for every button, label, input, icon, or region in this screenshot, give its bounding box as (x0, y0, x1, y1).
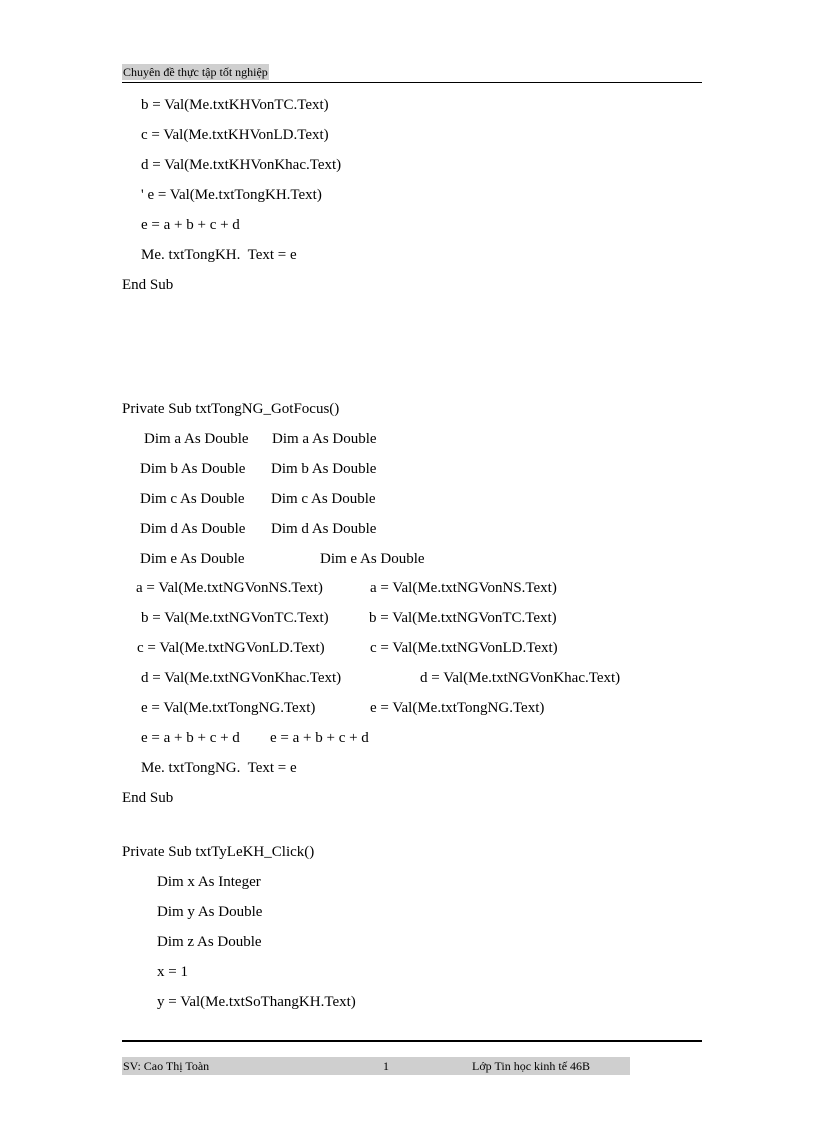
code-line: Private Sub txtTongNG_GotFocus() (122, 401, 340, 417)
footer-rule (122, 1040, 702, 1042)
code-line: e = a + b + c + d (270, 730, 369, 746)
code-line: x = 1 (157, 964, 188, 980)
code-line: d = Val(Me.txtNGVonKhac.Text) (141, 670, 342, 686)
code-line: End Sub (122, 277, 174, 293)
code-line: Dim c As Double (140, 491, 245, 507)
code-line: d = Val(Me.txtNGVonKhac.Text) (420, 670, 621, 686)
code-line: End Sub (122, 790, 174, 806)
code-line: Dim c As Double (271, 491, 376, 507)
code-line: e = Val(Me.txtTongNG.Text) (370, 700, 545, 716)
code-line: Dim d As Double (271, 521, 377, 537)
code-line: b = Val(Me.txtNGVonTC.Text) (141, 610, 329, 626)
code-line: Dim b As Double (140, 461, 246, 477)
code-line: a = Val(Me.txtNGVonNS.Text) (136, 580, 323, 596)
code-line: Dim e As Double (320, 551, 425, 567)
footer-student: SV: Cao Thị Toàn (123, 1059, 210, 1073)
code-line: y = Val(Me.txtSoThangKH.Text) (157, 994, 356, 1010)
code-line: ' e = Val(Me.txtTongKH.Text) (141, 187, 322, 203)
code-line: Dim x As Integer (157, 874, 261, 890)
code-line: b = Val(Me.txtNGVonTC.Text) (369, 610, 557, 626)
code-line: c = Val(Me.txtKHVonLD.Text) (141, 127, 329, 143)
code-line: Dim e As Double (140, 551, 245, 567)
code-line: Dim z As Double (157, 934, 262, 950)
code-line: Dim y As Double (157, 904, 263, 920)
code-line: Dim a As Double (144, 431, 249, 447)
code-line: Me. txtTongKH. Text = e (141, 247, 297, 263)
header-rule (122, 82, 702, 83)
footer-page-number: 1 (383, 1059, 389, 1073)
code-line: c = Val(Me.txtNGVonLD.Text) (137, 640, 325, 656)
code-line: a = Val(Me.txtNGVonNS.Text) (370, 580, 557, 596)
footer-class: Lớp Tin học kinh tế 46B (472, 1059, 591, 1073)
page-header-title: Chuyên đề thực tập tốt nghiệp (123, 65, 268, 79)
code-line: e = Val(Me.txtTongNG.Text) (141, 700, 316, 716)
code-line: Dim a As Double (272, 431, 377, 447)
code-line: e = a + b + c + d (141, 730, 240, 746)
code-line: Private Sub txtTyLeKH_Click() (122, 844, 315, 860)
page-footer (122, 1057, 630, 1075)
code-line: d = Val(Me.txtKHVonKhac.Text) (141, 157, 342, 173)
code-line: c = Val(Me.txtNGVonLD.Text) (370, 640, 558, 656)
code-line: Me. txtTongNG. Text = e (141, 760, 297, 776)
code-line: e = a + b + c + d (141, 217, 240, 233)
code-line: Dim d As Double (140, 521, 246, 537)
code-line: Dim b As Double (271, 461, 377, 477)
code-line: b = Val(Me.txtKHVonTC.Text) (141, 97, 329, 113)
